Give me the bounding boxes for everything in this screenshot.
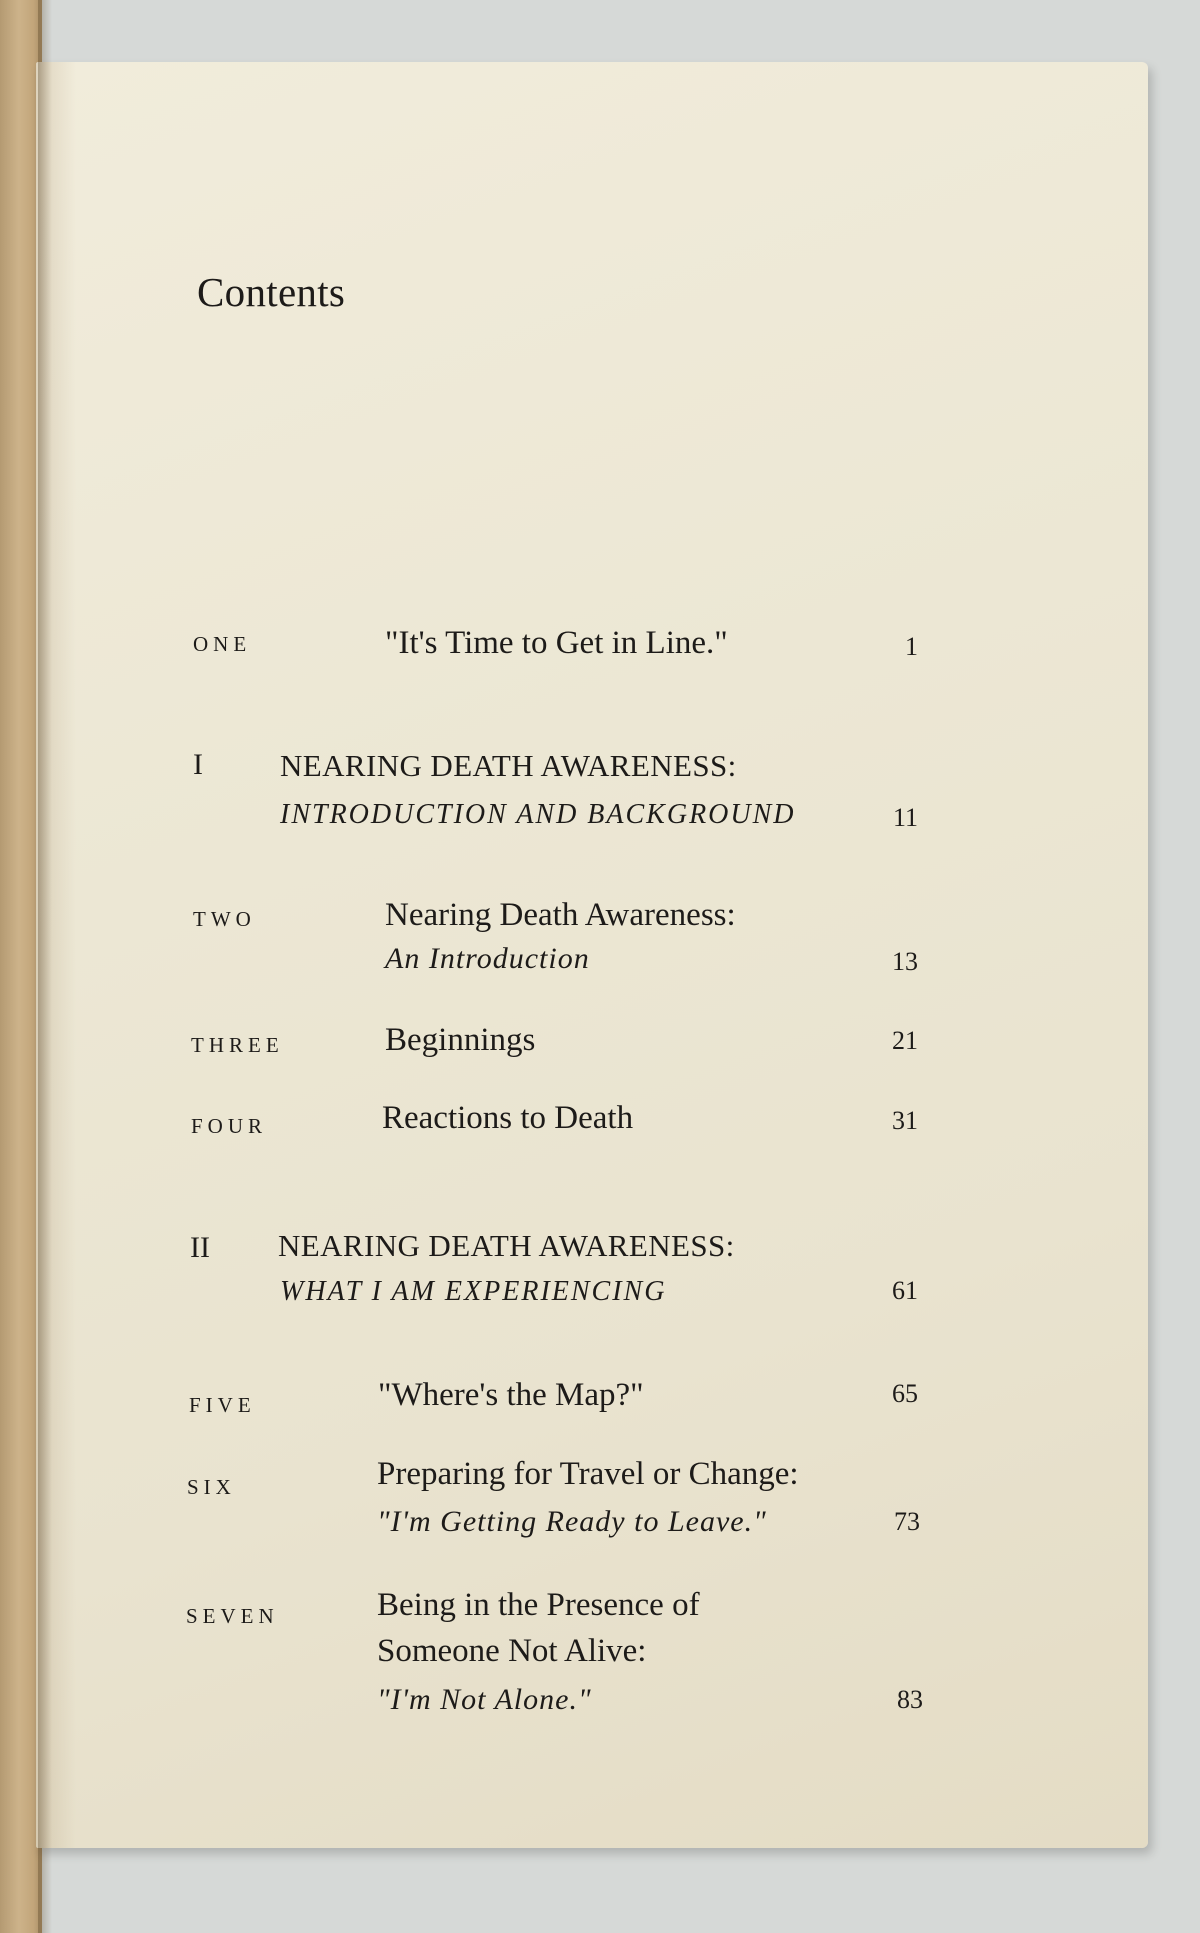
chapter-subtitle: "I'm Not Alone."	[377, 1683, 592, 1716]
chapter-title: Being in the Presence of	[377, 1587, 700, 1623]
chapter-title: Preparing for Travel or Change:	[377, 1456, 799, 1492]
chapter-title: Reactions to Death	[382, 1100, 634, 1136]
chapter-label: FOUR	[191, 1114, 268, 1138]
page-number: 61	[892, 1276, 918, 1305]
chapter-subtitle: "I'm Getting Ready to Leave."	[377, 1505, 767, 1538]
binding-shadow	[38, 0, 52, 1933]
chapter-title: Beginnings	[385, 1022, 536, 1058]
page-number: 83	[897, 1685, 923, 1714]
page-number: 21	[892, 1026, 918, 1055]
page-number: 13	[892, 947, 918, 976]
page-number: 1	[905, 632, 918, 661]
contents-heading: Contents	[197, 269, 346, 315]
part-subtitle: INTRODUCTION AND BACKGROUND	[280, 799, 796, 830]
page-number: 73	[894, 1507, 920, 1536]
chapter-title-line-2: Someone Not Alive:	[377, 1633, 647, 1669]
page-number: 31	[892, 1106, 918, 1135]
chapter-label: SIX	[187, 1475, 236, 1499]
chapter-label: SEVEN	[186, 1604, 279, 1628]
book-page	[36, 62, 1148, 1848]
chapter-label: ONE	[193, 632, 252, 656]
chapter-title: "Where's the Map?"	[378, 1377, 644, 1413]
part-label: I	[193, 748, 203, 781]
part-subtitle: WHAT I AM EXPERIENCING	[280, 1276, 667, 1307]
part-label: II	[190, 1231, 210, 1264]
part-title: NEARING DEATH AWARENESS:	[278, 1228, 735, 1263]
chapter-subtitle: An Introduction	[385, 942, 590, 975]
page-number: 65	[892, 1379, 918, 1408]
part-title: NEARING DEATH AWARENESS:	[280, 748, 737, 783]
page-number: 11	[892, 803, 918, 832]
chapter-label: THREE	[191, 1033, 284, 1057]
chapter-title: "It's Time to Get in Line."	[385, 625, 728, 661]
chapter-label: TWO	[193, 907, 256, 931]
chapter-title: Nearing Death Awareness:	[385, 897, 736, 933]
chapter-label: FIVE	[189, 1393, 256, 1417]
